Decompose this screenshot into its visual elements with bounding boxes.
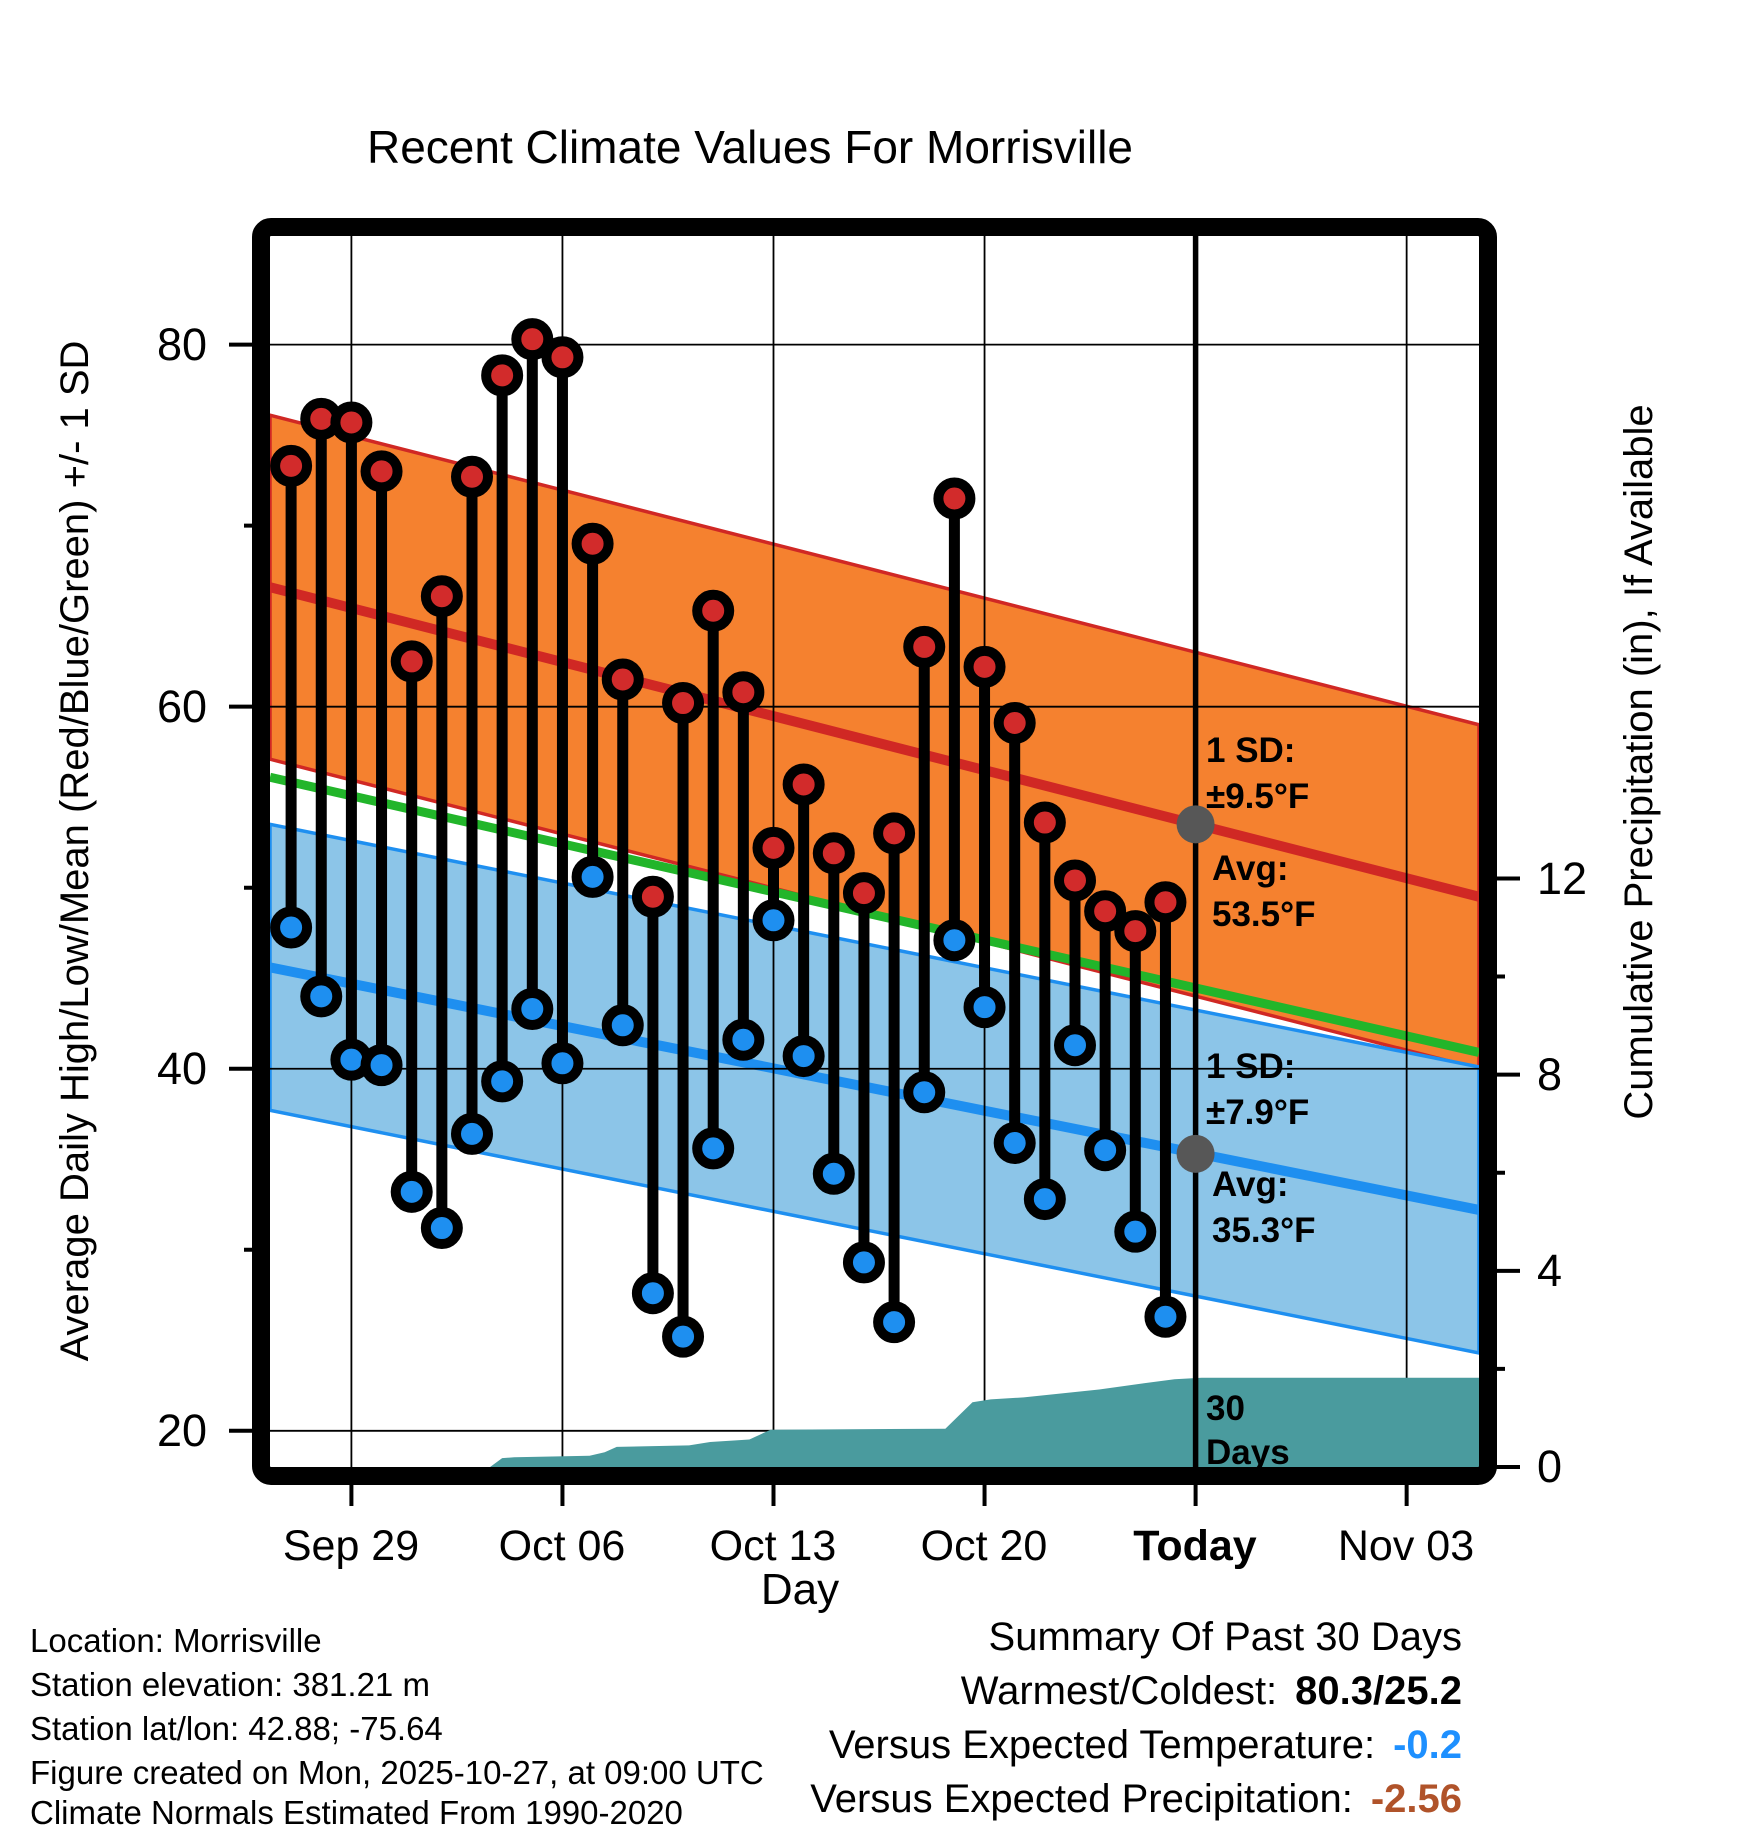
low-dot <box>426 1212 458 1244</box>
high-dot <box>908 631 940 663</box>
footer-created: Figure created on Mon, 2025-10-27, at 09:00 UTC <box>30 1754 764 1791</box>
low-dot <box>697 1132 729 1164</box>
high-dot <box>366 455 398 487</box>
low-dot <box>577 861 609 893</box>
summary-warmest-coldest <box>961 1669 1462 1713</box>
low-avg-annotation: Avg: <box>1212 1165 1289 1204</box>
period-annotation: Days <box>1206 1433 1290 1472</box>
high-dot <box>788 769 820 801</box>
high-dot <box>335 406 367 438</box>
summary-value: 80.3/25.2 <box>1295 1669 1462 1713</box>
y-left-tick-label: 20 <box>156 1405 207 1456</box>
y-right-tick-label: 8 <box>1537 1049 1563 1100</box>
low-dot <box>366 1049 398 1081</box>
y-right-tick-label: 0 <box>1537 1441 1563 1492</box>
summary-vs-temperature <box>829 1723 1462 1767</box>
high-dot <box>607 664 639 696</box>
summary-label: Versus Expected Precipitation: <box>810 1777 1353 1821</box>
summary-label: Warmest/Coldest: <box>960 1669 1278 1713</box>
x-tick-label-today: Today <box>1133 1522 1257 1570</box>
high-dot <box>938 482 970 514</box>
low-dot <box>667 1321 699 1353</box>
high-dot <box>486 359 518 391</box>
y-left-tick-label: 60 <box>156 681 207 732</box>
high-dot <box>969 651 1001 683</box>
summary-vs-precipitation <box>810 1777 1462 1821</box>
low-dot <box>848 1246 880 1278</box>
y-right-tick-label: 4 <box>1537 1245 1563 1296</box>
high-dot <box>637 881 669 913</box>
footer-normals: Climate Normals Estimated From 1990-2020 <box>30 1794 683 1828</box>
high-dot <box>577 528 609 560</box>
x-tick-label: Oct 20 <box>920 1522 1048 1570</box>
low-dot <box>938 924 970 956</box>
high-dot <box>667 687 699 719</box>
x-tick-label: Sep 29 <box>282 1522 420 1570</box>
y-left-tick-label: 40 <box>156 1043 207 1094</box>
low-dot <box>969 991 1001 1023</box>
high-dot <box>727 676 759 708</box>
low-dot <box>486 1065 518 1097</box>
x-tick-label: Oct 13 <box>709 1522 837 1570</box>
high-avg-annotation: Avg: <box>1212 849 1289 888</box>
low-dot <box>1059 1029 1091 1061</box>
y-left-axis-label: Average Daily High/Low/Mean (Red/Blue/Green) +/- 1 SD <box>53 340 97 1362</box>
high-dot <box>1119 915 1151 947</box>
footer-location: Location: Morrisville <box>30 1622 322 1659</box>
y-left-tick-label: 80 <box>156 319 207 370</box>
high-sd-annotation: 1 SD: <box>1206 731 1296 770</box>
high-dot <box>396 645 428 677</box>
summary-value: -2.56 <box>1370 1777 1462 1821</box>
high-dot <box>275 450 307 482</box>
low-sd-annotation: ±7.9°F <box>1206 1093 1310 1132</box>
high-dot <box>546 341 578 373</box>
low-dot <box>1029 1183 1061 1215</box>
low-dot <box>1089 1134 1121 1166</box>
low-dot <box>1119 1216 1151 1248</box>
chart-geometry <box>229 227 1520 1506</box>
low-dot <box>818 1158 850 1190</box>
high-dot <box>818 837 850 869</box>
high-avg-annotation: 53.5°F <box>1212 895 1316 934</box>
footer-latlon: Station lat/lon: 42.88; -75.64 <box>30 1710 443 1747</box>
low-dot <box>607 1009 639 1041</box>
summary-value: -0.2 <box>1393 1723 1462 1767</box>
low-dot <box>727 1024 759 1056</box>
y-right-tick-label: 12 <box>1537 853 1588 904</box>
x-axis-label: Day <box>760 1565 840 1614</box>
low-dot <box>637 1277 669 1309</box>
high-dot <box>426 580 458 612</box>
footer-elevation: Station elevation: 381.21 m <box>30 1666 430 1703</box>
low-dot <box>908 1076 940 1108</box>
low-avg-annotation: 35.3°F <box>1212 1211 1316 1250</box>
low-dot <box>396 1176 428 1208</box>
y-right-axis-label: Cumulative Precipitation (in), If Available <box>1617 404 1661 1120</box>
low-dot <box>757 904 789 936</box>
low-dot <box>878 1306 910 1338</box>
high-dot <box>1149 886 1181 918</box>
high-dot <box>1029 807 1061 839</box>
chart-title: Recent Climate Values For Morrisville <box>366 121 1134 173</box>
high-dot <box>848 877 880 909</box>
high-dot <box>697 595 729 627</box>
low-dot <box>788 1040 820 1072</box>
high-dot <box>757 832 789 864</box>
low-dot <box>275 912 307 944</box>
summary-title: Summary Of Past 30 Days <box>988 1615 1462 1659</box>
period-annotation: 30 <box>1206 1389 1245 1428</box>
low-sd-annotation: 1 SD: <box>1206 1047 1296 1086</box>
summary-label: Versus Expected Temperature: <box>828 1723 1376 1767</box>
x-tick-label: Nov 03 <box>1337 1522 1475 1570</box>
high-dot <box>456 461 488 493</box>
low-dot <box>546 1047 578 1079</box>
low-dot <box>516 993 548 1025</box>
high-sd-annotation: ±9.5°F <box>1206 777 1310 816</box>
x-tick-label: Oct 06 <box>498 1522 626 1570</box>
high-dot <box>1059 864 1091 896</box>
low-dot <box>305 980 337 1012</box>
high-dot <box>999 707 1031 739</box>
low-dot <box>1149 1301 1181 1333</box>
low-dot <box>999 1127 1031 1159</box>
high-dot <box>878 817 910 849</box>
low-dot <box>456 1118 488 1150</box>
low-avg-marker <box>1177 1135 1215 1173</box>
